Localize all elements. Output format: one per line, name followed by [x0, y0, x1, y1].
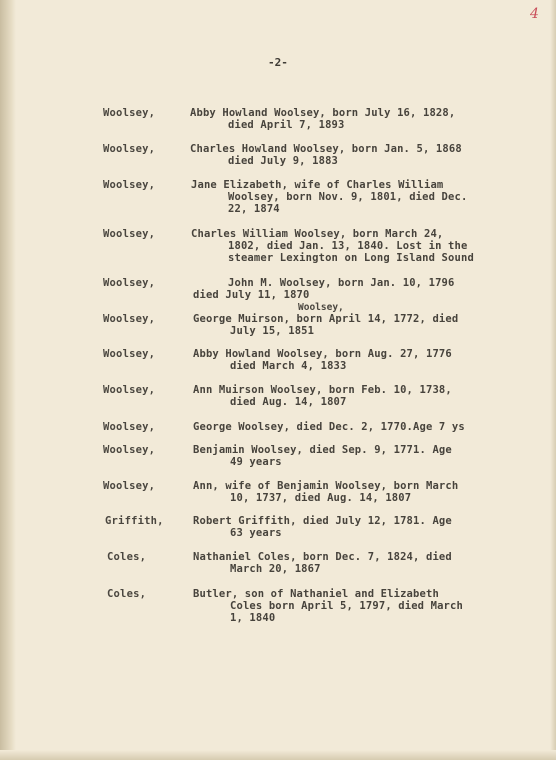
record-line: July 15, 1851	[230, 325, 315, 337]
record-line: March 20, 1867	[230, 563, 321, 575]
page-number: -2-	[268, 56, 288, 69]
record-surname: Woolsey,	[103, 421, 156, 433]
record-line: 49 years	[230, 456, 282, 468]
record-line: Robert Griffith, died July 12, 1781. Age	[193, 515, 452, 527]
record-line: died April 7, 1893	[228, 119, 345, 131]
record-line: Woolsey, born Nov. 9, 1801, died Dec.	[228, 191, 468, 203]
record-line: Jane Elizabeth, wife of Charles William	[191, 179, 444, 191]
record-surname: Woolsey,	[103, 107, 156, 119]
record-line: died July 9, 1883	[228, 155, 339, 167]
record-line: George Muirson, born April 14, 1772, died	[193, 313, 459, 325]
typed-insertion: Woolsey,	[298, 302, 344, 313]
record-surname: Woolsey,	[103, 277, 156, 289]
record-line: died July 11, 1870	[193, 289, 310, 301]
record-line: Nathaniel Coles, born Dec. 7, 1824, died	[193, 551, 452, 563]
record-line: Charles William Woolsey, born March 24,	[191, 228, 444, 240]
record-surname: Woolsey,	[103, 444, 156, 456]
handwritten-page-number: 4	[530, 6, 539, 22]
record-surname: Woolsey,	[103, 348, 156, 360]
record-line: Butler, son of Nathaniel and Elizabeth	[193, 588, 439, 600]
record-line: Abby Howland Woolsey, born July 16, 1828,	[190, 107, 456, 119]
record-surname: Woolsey,	[103, 384, 156, 396]
record-line: 63 years	[230, 527, 282, 539]
record-line: 1802, died Jan. 13, 1840. Lost in the	[228, 240, 468, 252]
record-line: John M. Woolsey, born Jan. 10, 1796	[228, 277, 455, 289]
record-line: died March 4, 1833	[230, 360, 347, 372]
record-line: George Woolsey, died Dec. 2, 1770.Age 7 ys	[193, 421, 465, 433]
record-surname: Griffith,	[105, 515, 164, 527]
record-surname: Coles,	[107, 551, 147, 563]
page-left-edge	[0, 0, 16, 760]
record-line: 1, 1840	[230, 612, 276, 624]
record-surname: Woolsey,	[103, 480, 156, 492]
record-line: Ann Muirson Woolsey, born Feb. 10, 1738,	[193, 384, 452, 396]
record-surname: Woolsey,	[103, 179, 156, 191]
record-line: Benjamin Woolsey, died Sep. 9, 1771. Age	[193, 444, 452, 456]
record-line: 10, 1737, died Aug. 14, 1807	[230, 492, 412, 504]
record-line: Charles Howland Woolsey, born Jan. 5, 1868	[190, 143, 462, 155]
record-surname: Woolsey,	[103, 313, 156, 325]
record-line: Abby Howland Woolsey, born Aug. 27, 1776	[193, 348, 452, 360]
record-surname: Woolsey,	[103, 228, 156, 240]
record-surname: Coles,	[107, 588, 147, 600]
record-line: died Aug. 14, 1807	[230, 396, 347, 408]
page-bottom-edge	[0, 750, 556, 760]
record-line: steamer Lexington on Long Island Sound	[228, 252, 474, 264]
record-surname: Woolsey,	[103, 143, 156, 155]
record-line: 22, 1874	[228, 203, 280, 215]
page-right-edge	[550, 0, 556, 760]
record-line: Ann, wife of Benjamin Woolsey, born March	[193, 480, 459, 492]
record-line: Coles born April 5, 1797, died March	[230, 600, 463, 612]
